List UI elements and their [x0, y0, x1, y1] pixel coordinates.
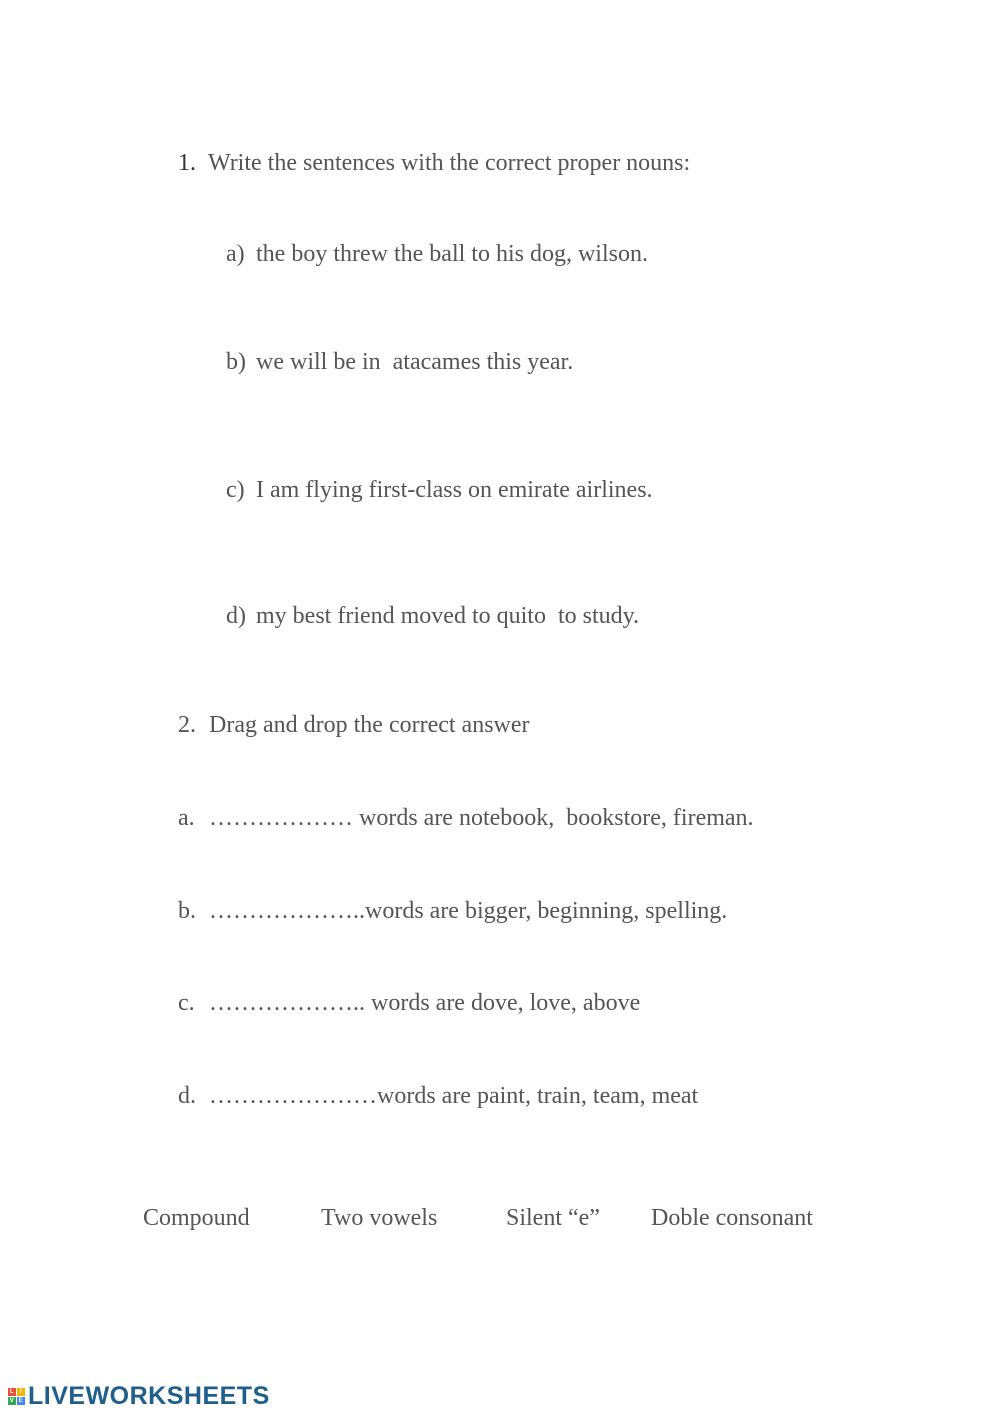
- brand-name: LIVEWORKSHEETS: [28, 1381, 270, 1410]
- item-text: we will be in atacames this year.: [256, 349, 574, 375]
- sentence-item: [214, 574, 639, 630]
- item-text: ……………… words are notebook, bookstore, fireman.: [209, 805, 754, 831]
- question-text: Drag and drop the correct answer: [209, 712, 530, 738]
- item-marker: d): [226, 603, 246, 629]
- item-text: ………………..words are bigger, beginning, spelling.: [209, 898, 728, 924]
- liveworksheets-brand: [8, 1383, 270, 1409]
- item-text: ……………….. words are dove, love, above: [209, 990, 641, 1016]
- liveworksheets-logo-icon: [8, 1388, 25, 1405]
- fill-blank-item[interactable]: [166, 1054, 698, 1110]
- item-marker: c.: [178, 990, 195, 1016]
- question-text: Write the sentences with the correct proper nouns:: [208, 150, 691, 176]
- question-number: 1.: [178, 150, 196, 176]
- sentence-item: [214, 320, 573, 376]
- logo-tile: V: [9, 1397, 15, 1404]
- logo-tile: E: [18, 1397, 24, 1404]
- fill-blank-item[interactable]: [166, 961, 640, 1017]
- item-marker: c): [226, 477, 245, 503]
- drag-option-two-vowels[interactable]: Two vowels: [321, 1205, 438, 1231]
- drag-option-compound[interactable]: Compound: [143, 1205, 250, 1231]
- logo-tile: L: [9, 1388, 15, 1395]
- logo-tile: I: [17, 1388, 25, 1396]
- question-2-prompt: [166, 683, 530, 739]
- item-marker: b.: [178, 898, 196, 924]
- item-text: I am flying first-class on emirate airlines.: [256, 477, 653, 503]
- fill-blank-item[interactable]: [166, 869, 727, 925]
- drag-option-silent-e[interactable]: Silent “e”: [506, 1205, 600, 1231]
- item-marker: d.: [178, 1083, 196, 1109]
- item-text: my best friend moved to quito to study.: [256, 603, 640, 629]
- fill-blank-item[interactable]: [166, 776, 754, 832]
- drag-option-doble-consonant[interactable]: Doble consonant: [651, 1205, 813, 1231]
- item-marker: a): [226, 241, 245, 267]
- item-text: …………………words are paint, train, team, meat: [209, 1083, 699, 1109]
- question-number: 2.: [178, 712, 196, 738]
- sentence-item: [214, 212, 648, 268]
- item-marker: a.: [178, 805, 195, 831]
- sentence-item: [214, 448, 653, 504]
- item-marker: b): [226, 349, 246, 375]
- item-text: the boy threw the ball to his dog, wilson.: [256, 241, 648, 267]
- question-1-prompt: [166, 121, 690, 177]
